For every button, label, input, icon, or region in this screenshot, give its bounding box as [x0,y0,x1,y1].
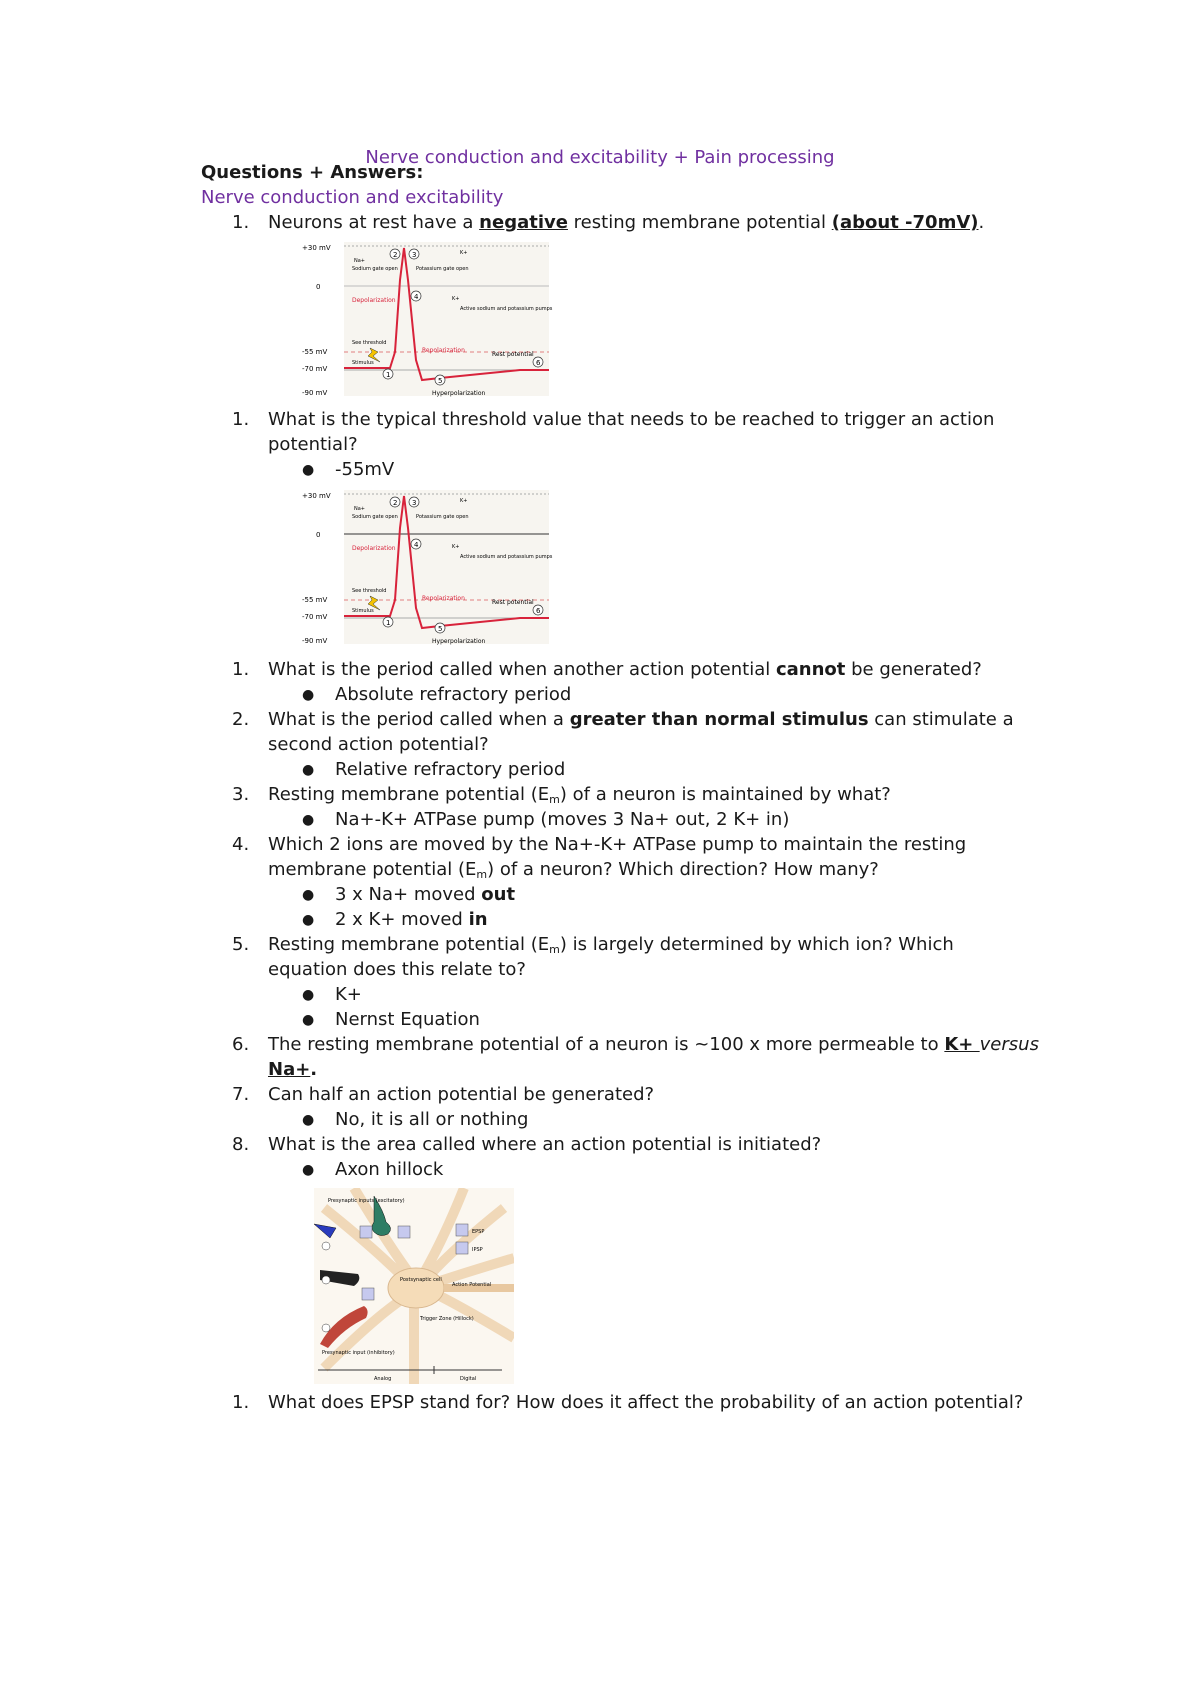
figure-label: Postsynaptic cell [400,1277,442,1283]
note: Active sodium and potassium pumps [460,306,553,312]
action-potential-figure [300,488,555,648]
note: Active sodium and potassium pumps [460,554,553,560]
question-text: What is the period called when another action potential cannot be generated? [268,659,982,680]
list-number: 7. [232,1084,250,1105]
step-number: 6 [536,359,541,367]
figure-label: Presynaptic input (inhibitory) [322,1350,395,1356]
answer-text: No, it is all or nothing [335,1109,529,1130]
question-text: second action potential? [268,734,489,755]
step-number: 5 [438,625,443,633]
answer-text: Na+-K+ ATPase pump (moves 3 Na+ out, 2 K+ in) [335,809,790,830]
ion-label: K+ [452,296,460,302]
phase-label: Rest potential [492,599,534,606]
question-text: membrane potential $(E_m)$ of a neuron? Which direction? How many? [268,859,879,881]
figure-label: Trigger Zone (Hillock) [420,1316,474,1322]
answer-text: 2 x K+ moved in [335,909,488,930]
list-number: 5. [232,934,250,955]
phase-label: See threshold [352,340,387,346]
answer-text: Relative refractory period [335,759,566,780]
list-number: 8. [232,1134,250,1155]
qa-heading: Questions + Answers: [201,162,424,183]
y-label: -70 mV [302,365,328,373]
phase-label: Depolarization [352,297,396,304]
y-label: -90 mV [302,637,328,645]
step-number: 4 [414,541,419,549]
list-number: 1. [232,659,250,680]
list-number: 4. [232,834,250,855]
phase-label: Repolarization [422,347,465,354]
ion-label: K+ [452,544,460,550]
note: Potassium gate open [416,266,469,272]
answer-text: K+ [335,984,362,1005]
phase-label: Rest potential [492,351,534,358]
phase-label: Hyperpolarization [432,390,486,397]
question-text: Neurons at rest have a negative resting membrane potential (about -70mV). [268,212,985,233]
phase-label: Stimulus [352,360,374,366]
y-label: +30 mV [302,244,331,252]
bullet-icon: ● [302,887,315,903]
note: Sodium gate open [352,266,398,272]
phase-label: See threshold [352,588,387,594]
bullet-icon: ● [302,1012,315,1028]
list-number: 3. [232,784,250,805]
ion-label: Na+ [354,506,365,512]
document-title: Nerve conduction and excitability + Pain processing [365,147,835,168]
step-number: 1 [386,371,391,379]
question-text: Na+. [268,1059,318,1080]
neuron-figure [314,1188,514,1384]
question-text: Resting membrane potential $(E_m)$ is largely determined by which ion? Which [268,934,954,956]
step-number: 3 [412,251,417,259]
bullet-icon: ● [302,812,315,828]
question-text: equation does this relate to? [268,959,526,980]
question-text: What is the area called where an action potential is initiated? [268,1134,822,1155]
y-label: -55 mV [302,348,328,356]
step-number: 2 [393,499,398,507]
list-number: 1. [232,409,250,430]
question-text: What is the period called when a greater than normal stimulus can stimulate a [268,709,1014,730]
question-text: Resting membrane potential $(E_m)$ of a neuron is maintained by what? [268,784,891,806]
y-label: -90 mV [302,389,328,397]
step-number: 2 [393,251,398,259]
question-text: potential? [268,434,358,455]
answer-text: Axon hillock [335,1159,444,1180]
step-number: 6 [536,607,541,615]
bullet-icon: ● [302,987,315,1003]
note: Sodium gate open [352,514,398,520]
phase-label: Stimulus [352,608,374,614]
action-potential-figure [300,240,555,400]
section-heading: Nerve conduction and excitability [201,187,504,208]
bullet-icon: ● [302,762,315,778]
figure-label: Presynaptic inputs (excitatory) [328,1198,405,1204]
answer-text: Nernst Equation [335,1009,480,1030]
figure-label: EPSP [472,1229,485,1235]
question-text: Can half an action potential be generated? [268,1084,655,1105]
y-label: 0 [316,531,321,539]
question-text: The resting membrane potential of a neuron is ~100 x more permeable to K+ versus [268,1034,1039,1055]
y-label: -70 mV [302,613,328,621]
answer-text: -55mV [335,459,395,480]
phase-label: Depolarization [352,545,396,552]
bullet-icon: ● [302,687,315,703]
ion-label: Na+ [354,258,365,264]
y-label: 0 [316,283,321,291]
figure-label: Action Potential [452,1282,492,1288]
figure-label: IPSP [472,1247,483,1253]
list-number: 1. [232,1392,250,1413]
figure-label: Digital [460,1376,477,1382]
bullet-icon: ● [302,1162,315,1178]
answer-text: Absolute refractory period [335,684,572,705]
question-text: What is the typical threshold value that needs to be reached to trigger an action [268,409,995,430]
step-number: 4 [414,293,419,301]
phase-label: Hyperpolarization [432,638,486,645]
ion-label: K+ [460,498,468,504]
question-text: What does EPSP stand for? How does it affect the probability of an action potential? [268,1392,1024,1413]
y-label: +30 mV [302,492,331,500]
list-number: 2. [232,709,250,730]
bullet-icon: ● [302,462,315,478]
bullet-icon: ● [302,912,315,928]
note: Potassium gate open [416,514,469,520]
question-text: Which 2 ions are moved by the Na+-K+ ATPase pump to maintain the resting [268,834,967,855]
figure-label: Analog [374,1376,392,1382]
y-label: -55 mV [302,596,328,604]
phase-label: Repolarization [422,595,465,602]
bullet-icon: ● [302,1112,315,1128]
answer-text: 3 x Na+ moved out [335,884,516,905]
list-number: 1. [232,212,250,233]
step-number: 1 [386,619,391,627]
ion-label: K+ [460,250,468,256]
step-number: 5 [438,377,443,385]
step-number: 3 [412,499,417,507]
list-number: 6. [232,1034,250,1055]
